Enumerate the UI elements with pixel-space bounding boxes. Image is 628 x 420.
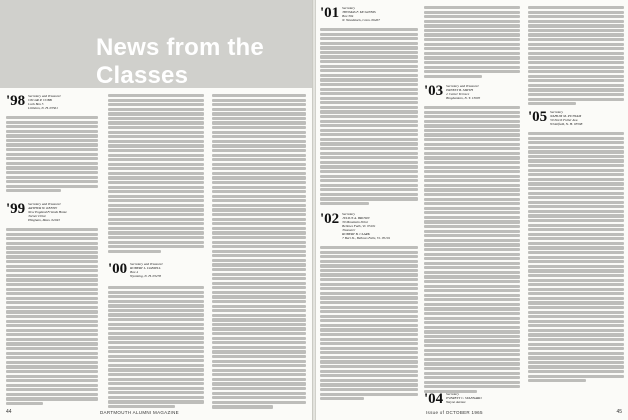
class-year: '99: [6, 201, 26, 217]
secretary-address: Littleton, N. H. 03561: [28, 106, 58, 110]
secretary-name: JULIUS A. BROWN: [342, 216, 370, 220]
secretary-name: OSCAR P. COBB: [28, 98, 52, 102]
secretary-address: Box 4: [130, 270, 138, 274]
left-page: [0, 0, 312, 420]
secretary-name: ARTHUR W. KENNY: [28, 206, 57, 210]
secretary-name: THOMAS F. MCGINNIS: [342, 10, 376, 14]
secretary-address: New England Friends Home: [28, 210, 67, 214]
class-year: '05: [528, 109, 548, 125]
column-text: [320, 246, 418, 402]
secretary-title: Secretary: [550, 110, 564, 114]
class-year: '03: [424, 83, 444, 99]
class-block-05: [528, 110, 624, 126]
class-block-99: [6, 202, 98, 222]
column-text: [320, 28, 418, 207]
secretary-title: Secretary: [446, 392, 460, 396]
secretary-address: Whitefield, N. H. 03598: [550, 122, 583, 126]
column-text: [424, 106, 520, 394]
class-year: '04: [424, 391, 444, 407]
secretary-title: Secretary: [342, 6, 356, 10]
class-block-00: [108, 262, 204, 278]
class-block-01: [320, 6, 418, 22]
secretary-address: Lock Box 5: [28, 102, 44, 106]
page-footer: Issue of OCTOBER 1965: [426, 410, 483, 415]
secretary-title: Secretary and Treasurer: [130, 262, 163, 266]
column-text: [424, 6, 520, 79]
secretary-address: Bellows Falls, Vt. 05101: [342, 224, 376, 228]
secretary-address: 39 Mountain Drive: [342, 220, 369, 224]
secretary-title: Secretary and Treasurer: [28, 94, 61, 98]
column-text: [528, 6, 624, 107]
column-text: [212, 94, 306, 410]
secretary-address: Wyoming, N. H. 03278: [130, 274, 161, 278]
column-text: [108, 286, 204, 410]
treasurer-address: 7 Burt St., Bellows Falls, Vt. 05101: [342, 236, 391, 240]
class-block-98: [6, 94, 98, 110]
page-number: 45: [616, 409, 622, 415]
treasurer-name: ROBERT B. CLARK: [342, 232, 370, 236]
secretary-address: 50 North Fuller Ave.: [550, 118, 579, 122]
treasurer-title: Treasurer: [342, 228, 356, 232]
page-title: News from the Classes: [96, 34, 264, 89]
secretary-address: Hingham, Mass. 02043: [28, 218, 60, 222]
secretary-address: Box 304: [342, 14, 354, 18]
secretary-name: NAHUM M. PUTNAM: [550, 114, 582, 118]
secretary-name: ERNEST B. SMITH: [446, 88, 473, 92]
class-year: '02: [320, 211, 340, 227]
class-block-02: [320, 212, 418, 240]
page-number: 44: [6, 409, 12, 415]
secretary-title: Secretary and Treasurer: [28, 202, 61, 206]
column-text: [6, 228, 98, 407]
secretary-title: Secretary and Treasurer: [446, 84, 479, 88]
secretary-name: ROBERT L. DANIELL: [130, 266, 161, 270]
secretary-address: Binghamton, N. Y. 13905: [446, 96, 481, 100]
secretary-address: Turner Drive: [28, 214, 46, 218]
class-year: '00: [108, 261, 128, 277]
secretary-address: 2 Center Terrace: [446, 92, 470, 96]
class-year: '98: [6, 93, 26, 109]
class-year: '01: [320, 5, 340, 21]
secretary-title: Secretary: [342, 212, 356, 216]
right-page: [316, 0, 628, 420]
column-text: [528, 132, 624, 384]
column-text: [108, 94, 204, 254]
column-text: [6, 116, 98, 194]
secretary-address: N. Woodstock, Conn. 06267: [342, 18, 380, 22]
page-footer: DARTMOUTH ALUMNI MAGAZINE: [100, 410, 179, 415]
class-block-04: [424, 392, 520, 407]
secretary-address: Wayne Avenue: [446, 400, 466, 404]
class-block-03: [424, 84, 520, 100]
secretary-name: EVERETT C. STANNARD: [446, 396, 482, 400]
